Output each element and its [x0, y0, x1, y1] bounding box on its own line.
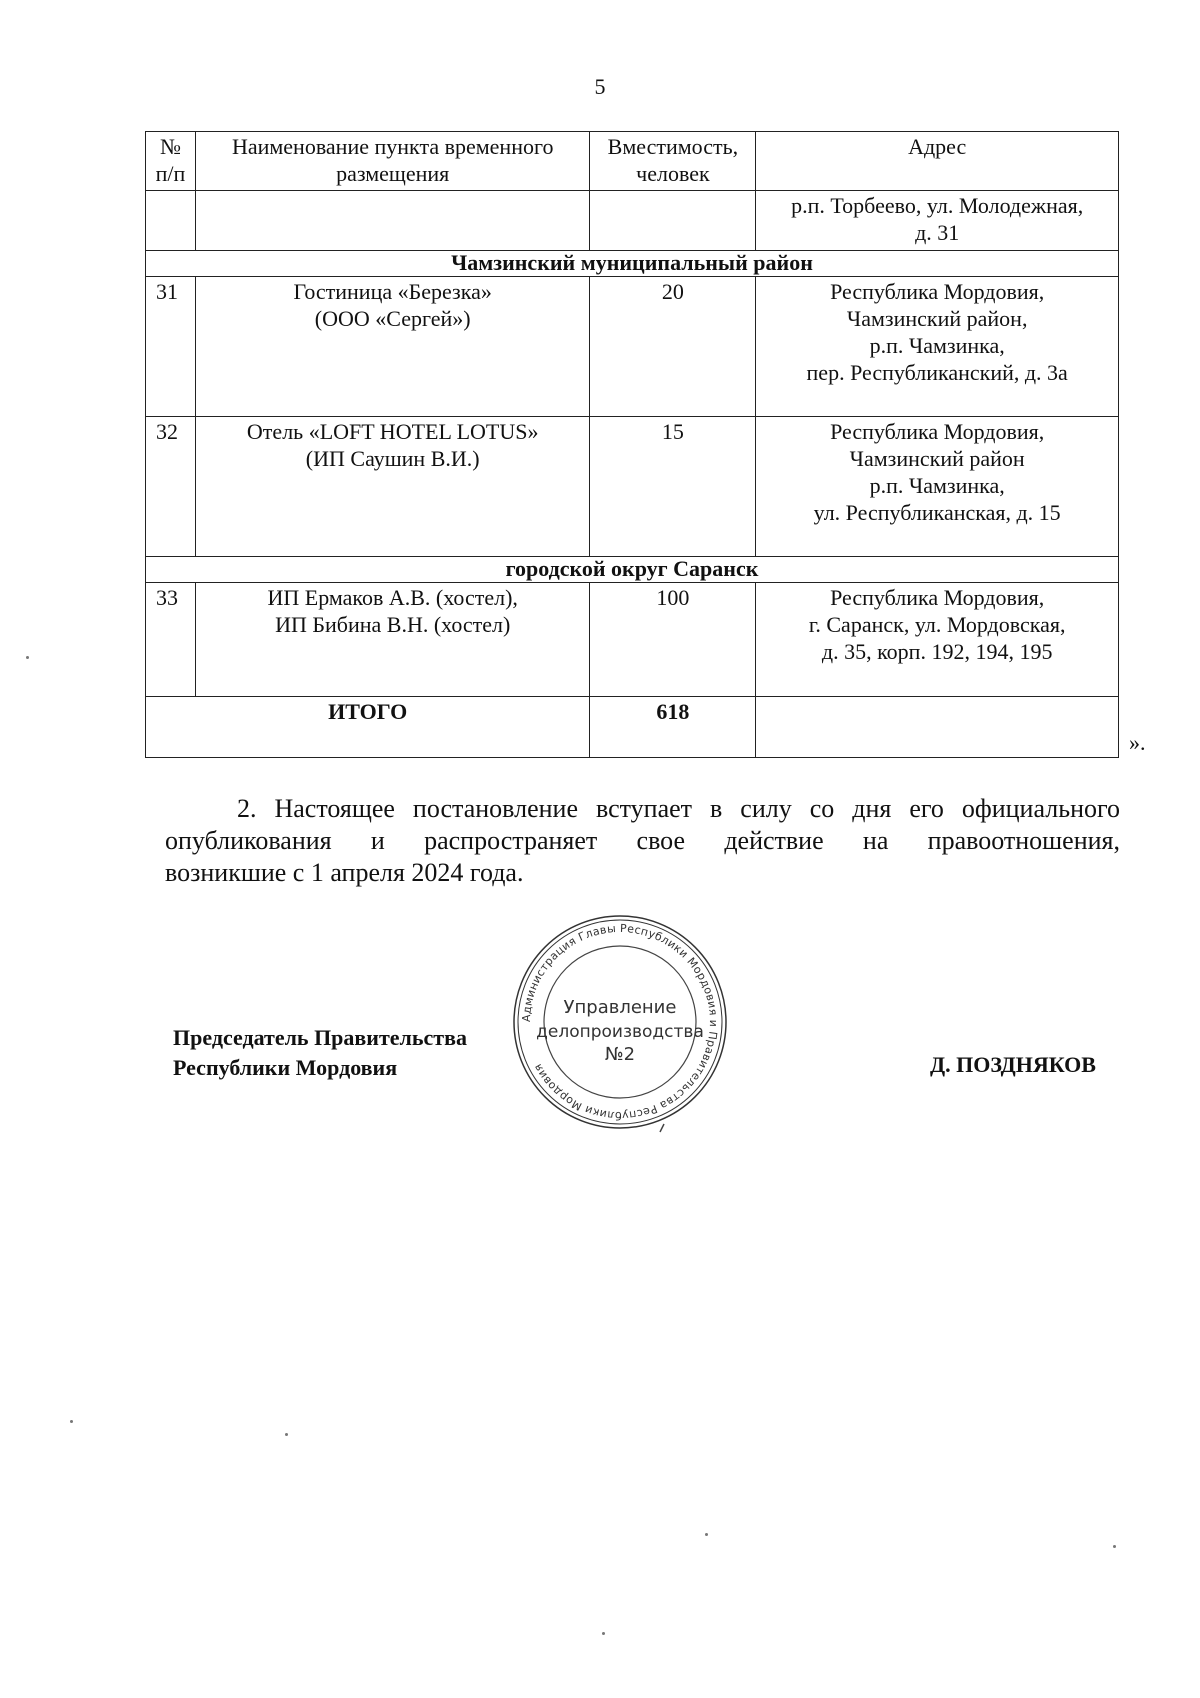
address-line: р.п. Чамзинка,	[869, 333, 1005, 358]
section-saransk: городской округ Саранск	[146, 557, 1119, 583]
closing-quote: ».	[1129, 730, 1146, 755]
stamp-line1: Управление	[563, 997, 677, 1018]
scan-speck	[70, 1420, 73, 1423]
address-line: Чамзинский район,	[846, 306, 1028, 331]
address-line: пер. Республиканский, д. 3а	[806, 360, 1068, 385]
scan-speck	[602, 1632, 605, 1635]
signatory-name: Д. ПОЗДНЯКОВ	[930, 1052, 1096, 1077]
cell-address	[756, 417, 1119, 557]
cell-number: 31	[146, 277, 196, 417]
signatory-title-line2: Республики Мордовия	[173, 1055, 398, 1080]
stamp-line2: делопроизводства	[536, 1022, 704, 1042]
paragraph-line: 2. Настоящее постановление вступает в силу со дня его официального	[237, 794, 1120, 823]
name-line: ИП Ермаков А.В. (хостел),	[267, 585, 518, 610]
scan-speck	[26, 656, 29, 659]
address-line: д. 31	[915, 220, 960, 245]
accommodation-table	[145, 131, 1119, 758]
address-line: Республика Мордовия,	[830, 419, 1045, 444]
cell-name	[195, 191, 589, 251]
table-row	[146, 277, 1119, 417]
section-row	[146, 557, 1119, 583]
cell-capacity: 100	[590, 583, 756, 697]
table-row	[146, 191, 1119, 251]
paragraph-line: опубликования и распространяет свое действие на правоотношения,	[165, 826, 1120, 855]
address-line: Чамзинский район	[849, 446, 1025, 471]
address-line: Республика Мордовия,	[830, 279, 1045, 304]
header-number	[146, 132, 196, 191]
total-row	[146, 697, 1119, 758]
cell-capacity: 20	[590, 277, 756, 417]
scan-speck	[285, 1433, 288, 1436]
scan-speck	[705, 1533, 708, 1536]
cell-capacity	[590, 191, 756, 251]
stamp-line3: №2	[604, 1044, 636, 1065]
cell-name	[195, 277, 589, 417]
table-row	[146, 417, 1119, 557]
total-address-empty	[756, 697, 1119, 758]
cell-address	[756, 191, 1119, 251]
header-number-line2: п/п	[155, 161, 186, 186]
section-chamzinka: Чамзинский муниципальный район	[146, 251, 1119, 277]
header-address: Адрес	[756, 132, 1119, 191]
header-name: Наименование пункта временного размещения	[195, 132, 589, 191]
table-row	[146, 583, 1119, 697]
name-line: ИП Бибина В.Н. (хостел)	[275, 612, 511, 637]
address-line: г. Саранск, ул. Мордовская,	[808, 612, 1066, 637]
name-line: (ООО «Сергей»)	[314, 306, 471, 331]
header-number-line1: №	[159, 134, 181, 159]
cell-address	[756, 583, 1119, 697]
cell-number	[146, 191, 196, 251]
page-number: 5	[594, 74, 606, 99]
paragraph-line: возникшие с 1 апреля 2024 года.	[165, 858, 524, 887]
total-label: ИТОГО	[146, 697, 590, 758]
name-line: Гостиница «Березка»	[293, 279, 492, 304]
cell-name	[195, 417, 589, 557]
table-header-row	[146, 132, 1119, 191]
cell-address	[756, 277, 1119, 417]
address-line: ул. Республиканская, д. 15	[813, 500, 1061, 525]
header-capacity: Вместимость, человек	[590, 132, 756, 191]
effective-date-paragraph	[165, 793, 1120, 889]
cell-number: 32	[146, 417, 196, 557]
address-line: р.п. Чамзинка,	[869, 473, 1005, 498]
total-value: 618	[590, 697, 756, 758]
cell-capacity: 15	[590, 417, 756, 557]
scan-speck	[1113, 1545, 1116, 1548]
svg-text:Администрация Главы Республики: Администрация Главы Республики Мордовия и Правительства Республики Мордовия	[519, 921, 721, 1123]
signatory-title	[173, 1023, 467, 1083]
signatory-title-line1: Председатель Правительства	[173, 1025, 467, 1050]
address-line: Республика Мордовия,	[830, 585, 1045, 610]
name-line: Отель «LOFT HOTEL LOTUS»	[246, 419, 539, 444]
name-line: (ИП Саушин В.И.)	[305, 446, 480, 471]
cell-name	[195, 583, 589, 697]
section-row	[146, 251, 1119, 277]
stamp-graphic	[508, 910, 732, 1134]
address-line: д. 35, корп. 192, 194, 195	[821, 639, 1053, 664]
address-line: р.п. Торбеево, ул. Молодежная,	[791, 193, 1084, 218]
office-stamp	[508, 910, 732, 1134]
cell-number: 33	[146, 583, 196, 697]
